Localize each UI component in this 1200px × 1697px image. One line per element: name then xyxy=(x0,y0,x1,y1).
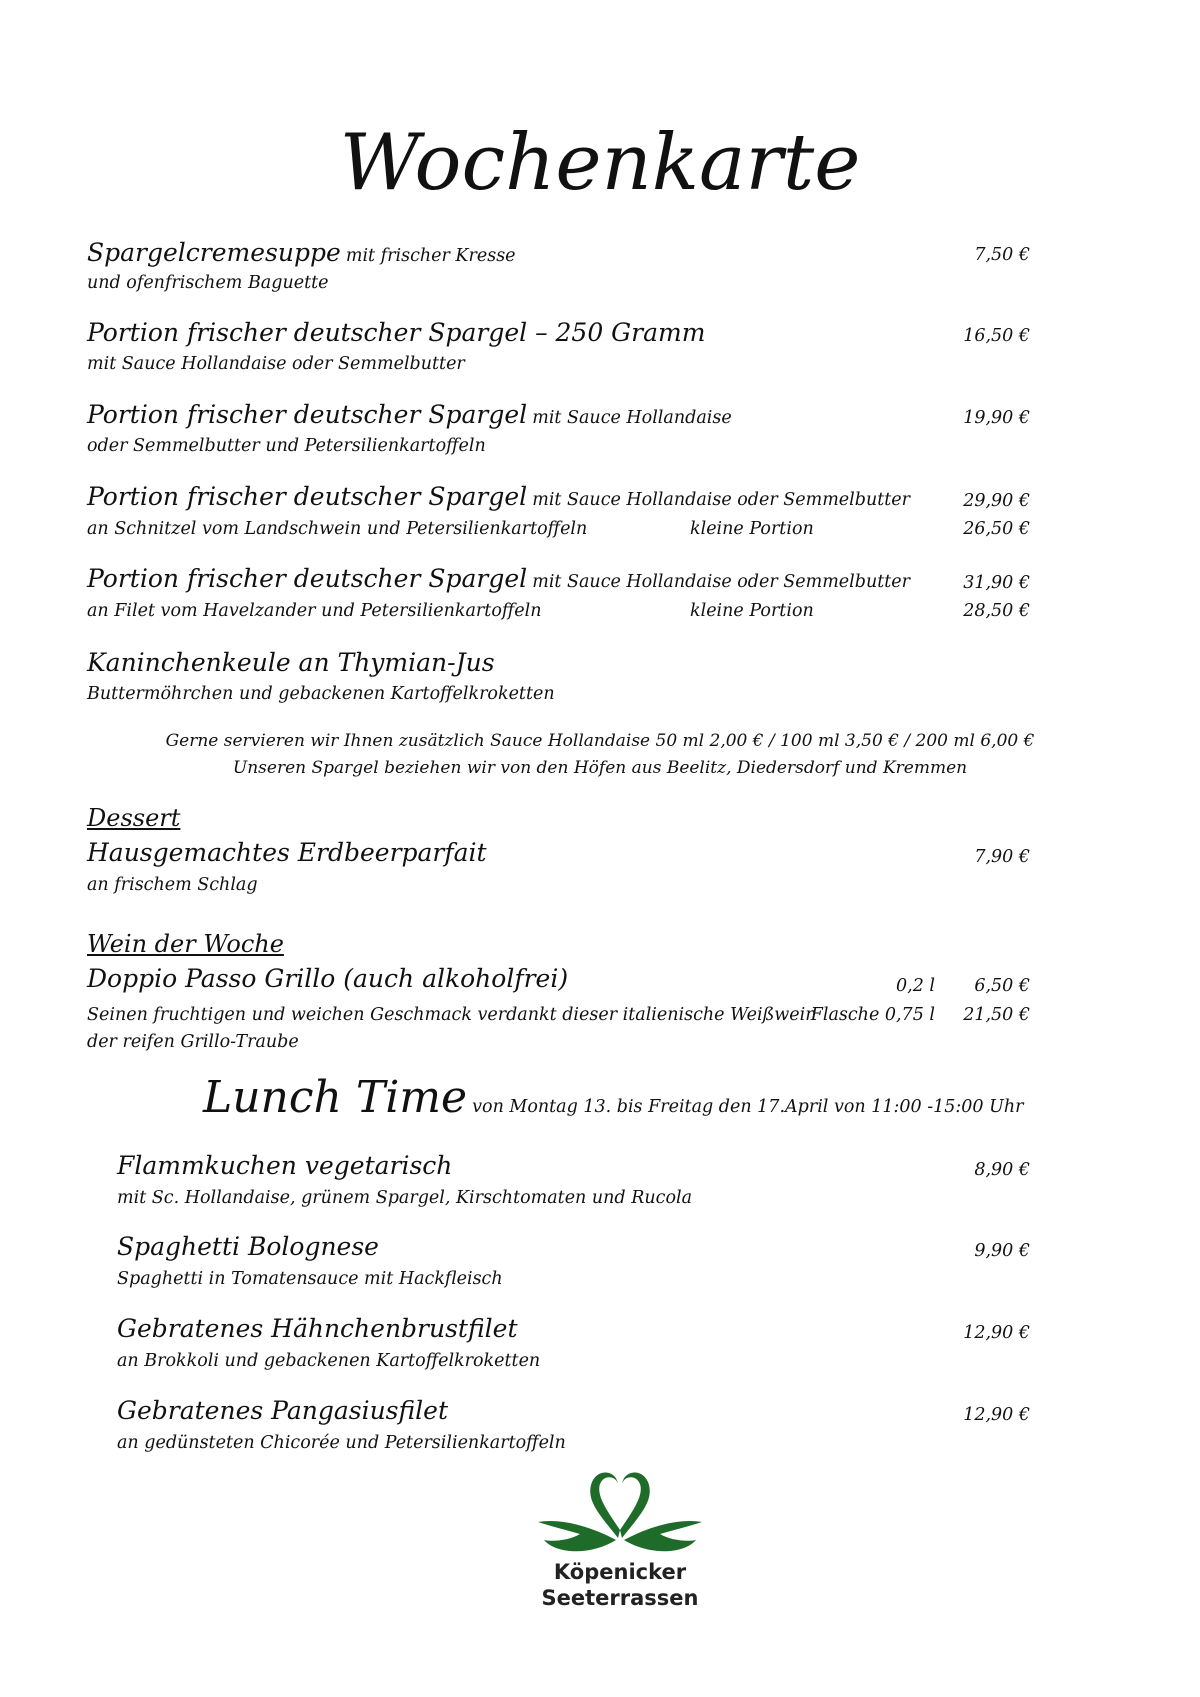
item-name: Portion frischer deutscher Spargel xyxy=(87,400,528,429)
menu-item xyxy=(87,482,910,512)
lunch-item-price: 12,90 € xyxy=(963,1405,1030,1425)
item-description: Buttermöhrchen und gebackenen Kartoffelkroketten xyxy=(87,684,555,704)
item-price-small: 28,50 € xyxy=(963,601,1030,621)
item-name: Kaninchenkeule an Thymian-Jus xyxy=(87,648,495,677)
dessert-description: an frischem Schlag xyxy=(87,875,258,895)
wine-price-bottle: 21,50 € xyxy=(963,1005,1030,1025)
item-name: Portion frischer deutscher Spargel xyxy=(87,482,528,511)
lunch-item-price: 12,90 € xyxy=(963,1323,1030,1343)
note-source: Unseren Spargel beziehen wir von den Höfen aus Beelitz, Diedersdorf und Kremmen xyxy=(232,758,968,778)
item-name: Spargelcremesuppe xyxy=(87,238,341,267)
item-description: mit Sauce Hollandaise oder Semmelbutter xyxy=(87,354,465,374)
lunch-item-name: Spaghetti Bolognese xyxy=(117,1232,379,1261)
dessert-heading: Dessert xyxy=(87,804,181,832)
lunch-item-description: mit Sc. Hollandaise, grünem Spargel, Kirschtomaten und Rucola xyxy=(117,1188,693,1208)
lunch-item-price: 9,90 € xyxy=(974,1241,1030,1261)
wine-price-glass: 6,50 € xyxy=(974,976,1030,996)
wine-size-glass: 0,2 l xyxy=(896,976,935,996)
item-price: 19,90 € xyxy=(963,408,1030,428)
wine-name: Doppio Passo Grillo (auch alkoholfrei) xyxy=(87,964,569,993)
item-description: und ofenfrischem Baguette xyxy=(87,273,329,293)
note-sauce: Gerne servieren wir Ihnen zusätzlich Sauce Hollandaise 50 ml 2,00 € / 100 ml 3,50 € / 200 ml 6,00 € xyxy=(165,731,1035,751)
item-price: 7,50 € xyxy=(974,245,1030,265)
menu-item xyxy=(87,564,910,594)
item-price-small: 26,50 € xyxy=(963,519,1030,539)
lunch-item-name: Gebratenes Pangasiusfilet xyxy=(117,1396,449,1425)
lunch-item-description: an Brokkoli und gebackenen Kartoffelkroketten xyxy=(117,1351,541,1371)
wine-heading: Wein der Woche xyxy=(87,930,284,958)
wine-description: Seinen fruchtigen und weichen Geschmack verdankt dieser italienische Weißwein xyxy=(87,1005,817,1025)
item-name: Portion frischer deutscher Spargel xyxy=(87,564,528,593)
lunch-item-name: Flammkuchen vegetarisch xyxy=(117,1151,453,1180)
item-name-suffix: mit Sauce Hollandaise xyxy=(532,408,732,428)
small-portion-label: kleine Portion xyxy=(690,519,814,539)
item-name: Portion frischer deutscher Spargel – 250 Gramm xyxy=(87,318,706,347)
lunch-item-description: Spaghetti in Tomatensauce mit Hackfleisch xyxy=(117,1269,503,1289)
dessert-name: Hausgemachtes Erdbeerparfait xyxy=(87,838,487,867)
item-description: an Filet vom Havelzander und Petersilienkartoffeln xyxy=(87,601,542,621)
item-price: 29,90 € xyxy=(963,491,1030,511)
lunch-item-price: 8,90 € xyxy=(974,1160,1030,1180)
item-description: an Schnitzel vom Landschwein und Petersilienkartoffeln xyxy=(87,519,588,539)
item-price: 16,50 € xyxy=(963,326,1030,346)
wine-description-2: der reifen Grillo-Traube xyxy=(87,1032,299,1052)
page-title: Wochenkarte xyxy=(339,118,861,208)
swan-logo-icon xyxy=(530,1460,710,1560)
menu-item xyxy=(87,400,732,430)
lunch-subtitle: von Montag 13. bis Freitag den 17.April von 11:00 -15:00 Uhr xyxy=(472,1097,1024,1117)
item-price: 31,90 € xyxy=(963,573,1030,593)
item-name-suffix: mit Sauce Hollandaise oder Semmelbutter xyxy=(532,572,911,592)
wine-size-bottle: Flasche 0,75 l xyxy=(810,1005,935,1025)
menu-item xyxy=(87,238,516,268)
lunch-title: Lunch Time xyxy=(203,1072,468,1123)
lunch-item-description: an gedünsteten Chicorée und Petersilienkartoffeln xyxy=(117,1433,566,1453)
item-name-suffix: mit Sauce Hollandaise oder Semmelbutter xyxy=(532,490,911,510)
restaurant-logo xyxy=(530,1460,710,1630)
dessert-price: 7,90 € xyxy=(974,847,1030,867)
lunch-item-name: Gebratenes Hähnchenbrustfilet xyxy=(117,1314,518,1343)
logo-line-2: Seeterrassen xyxy=(541,1586,699,1610)
logo-line-1: Köpenicker xyxy=(553,1560,687,1584)
lunch-header xyxy=(203,1072,1024,1124)
small-portion-label: kleine Portion xyxy=(690,601,814,621)
item-name-suffix: mit frischer Kresse xyxy=(345,246,516,266)
item-description: oder Semmelbutter und Petersilienkartoffeln xyxy=(87,436,486,456)
